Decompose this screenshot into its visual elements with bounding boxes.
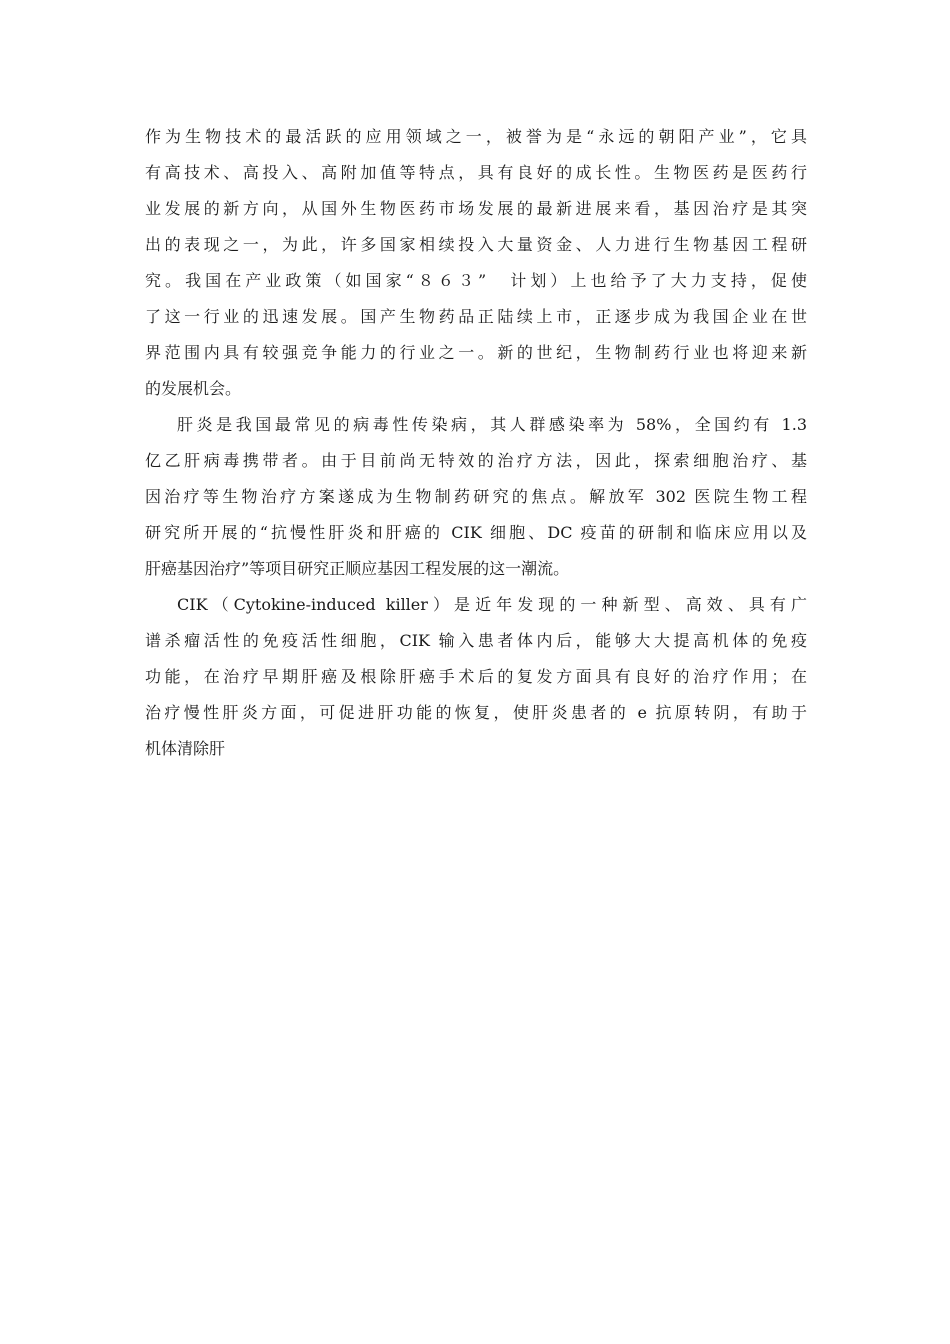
text-line: 肝癌基因治疗”等项目研究正顺应基因工程发展的这一潮流。: [145, 559, 570, 578]
text-line: 肝炎是我国最常见的病毒性传染病，其人群感染率为 58%，全国约有 1.3: [177, 415, 807, 434]
text-line: 因治疗等生物治疗方案遂成为生物制药研究的焦点。解放军 302 医院生物工程: [145, 487, 807, 506]
text-line: 的发展机会。: [145, 379, 242, 398]
text-line: 界范围内具有较强竞争能力的行业之一。新的世纪，生物制药行业也将迎来新: [145, 343, 807, 362]
paragraph-hepatitis: [145, 407, 807, 587]
text-line: 业发展的新方向，从国外生物医药市场发展的最新进展来看，基因治疗是其突: [145, 199, 807, 218]
paragraph-biotech-industry: [145, 119, 807, 407]
text-line: CIK（Cytokine-induced killer）是近年发现的一种新型、高效、具有广: [177, 595, 807, 614]
text-line: 研究所开展的“抗慢性肝炎和肝癌的 CIK 细胞、DC 疫苗的研制和临床应用以及: [145, 523, 807, 542]
text-line: 了这一行业的迅速发展。国产生物药品正陆续上市，正逐步成为我国企业在世: [145, 307, 807, 326]
text-line: 功能，在治疗早期肝癌及根除肝癌手术后的复发方面具有良好的治疗作用；在: [145, 667, 807, 686]
text-line: 究。我国在产业政策（如国家“８６３” 计划）上也给予了大力支持，促使: [145, 271, 807, 290]
text-line: 出的表现之一，为此，许多国家相续投入大量资金、人力进行生物基因工程研: [145, 235, 807, 254]
document-body: [145, 119, 807, 767]
text-line: 机体清除肝: [145, 739, 226, 758]
text-line: 亿乙肝病毒携带者。由于目前尚无特效的治疗方法，因此，探索细胞治疗、基: [145, 451, 807, 470]
paragraph-cik-cells: [145, 587, 807, 767]
text-line: 谱杀瘤活性的免疫活性细胞，CIK 输入患者体内后，能够大大提高机体的免疫: [145, 631, 807, 650]
text-line: 作为生物技术的最活跃的应用领域之一，被誉为是“永远的朝阳产业”，它具: [145, 127, 807, 146]
text-line: 治疗慢性肝炎方面，可促进肝功能的恢复，使肝炎患者的 e 抗原转阴，有助于: [145, 703, 807, 722]
text-line: 有高技术、高投入、高附加值等特点，具有良好的成长性。生物医药是医药行: [145, 163, 807, 182]
